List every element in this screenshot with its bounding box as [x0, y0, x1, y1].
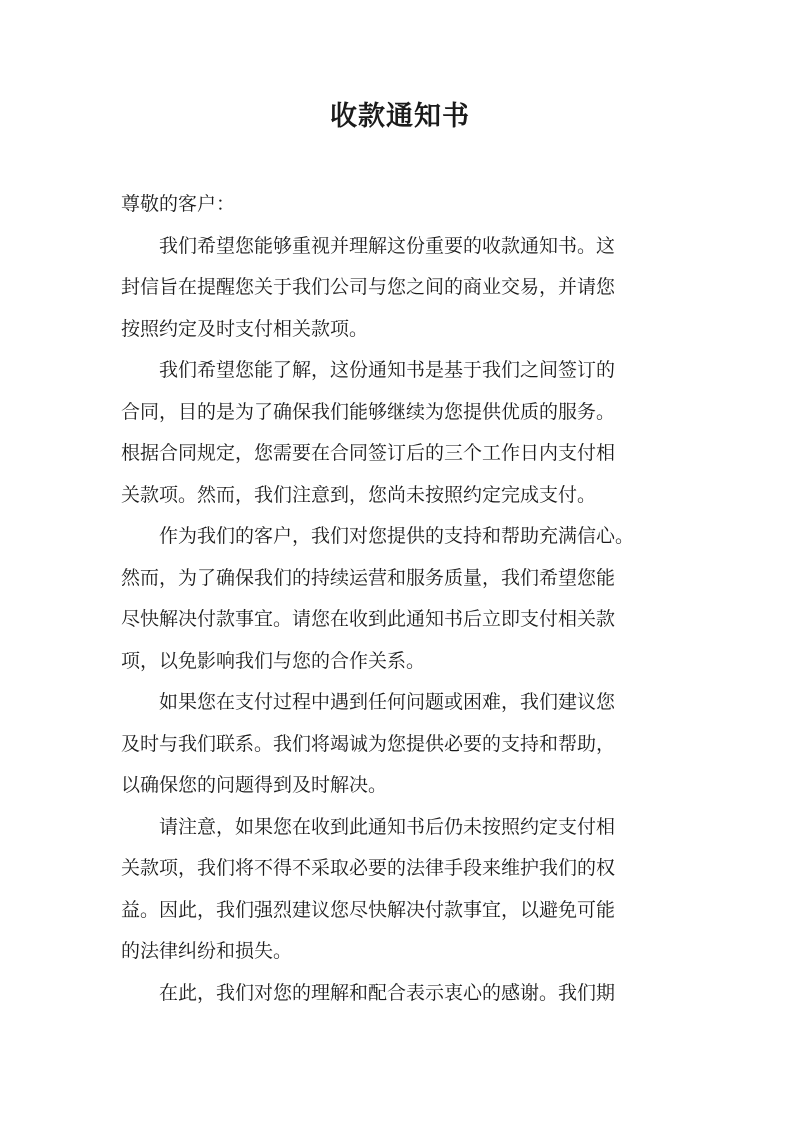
paragraph-line: 我们希望您能够重视并理解这份重要的收款通知书。这: [159, 234, 616, 257]
greeting: 尊敬的客户：: [121, 193, 236, 215]
paragraph-line: 关款项，我们将不得不采取必要的法律手段来维护我们的权: [121, 857, 616, 879]
paragraph-line: 益。因此，我们强烈建议您尽快解决付款事宜，以避免可能: [121, 898, 616, 921]
paragraph-2: [121, 350, 681, 516]
paragraph-line: 及时与我们联系。我们将竭诚为您提供必要的支持和帮助，: [121, 732, 616, 755]
paragraph-line: 根据合同规定，您需要在合同签订后的三个工作日内支付相: [121, 442, 616, 464]
paragraph-line: 我们希望您能了解，这份通知书是基于我们之间签订的: [159, 359, 616, 381]
paragraph-6: [121, 973, 681, 1015]
paragraph-line: 关款项。然而，我们注意到，您尚未按照约定完成支付。: [121, 483, 597, 506]
paragraph-5: [121, 807, 681, 973]
paragraph-line: 的法律纠纷和损失。: [121, 940, 293, 962]
paragraph-line: 以确保您的问题得到及时解决。: [121, 774, 388, 796]
paragraph-line: 如果您在支付过程中遇到任何问题或困难，我们建议您: [159, 691, 616, 713]
paragraph-line: 按照约定及时支付相关款项。: [121, 317, 369, 340]
document-body: [121, 184, 681, 1014]
paragraph-3: [121, 516, 681, 682]
paragraph-4: [121, 682, 681, 807]
paragraph-line: 项，以免影响我们与您的合作关系。: [121, 649, 426, 672]
paragraph-line: 合同，目的是为了确保我们能够继续为您提供优质的服务。: [121, 400, 616, 423]
paragraph-line: 在此，我们对您的理解和配合表示衷心的感谢。我们期: [159, 981, 616, 1004]
paragraph-line: 尽快解决付款事宜。请您在收到此通知书后立即支付相关款: [121, 608, 616, 630]
paragraph-1: [121, 226, 681, 351]
paragraph-line: 封信旨在提醒您关于我们公司与您之间的商业交易，并请您: [121, 276, 616, 298]
paragraph-line: 然而，为了确保我们的持续运营和服务质量，我们希望您能: [121, 566, 616, 589]
document-title: 收款通知书: [330, 101, 470, 132]
paragraph-line: 请注意，如果您在收到此通知书后仍未按照约定支付相: [159, 815, 616, 838]
paragraph-line: 作为我们的客户，我们对您提供的支持和帮助充满信心。: [159, 525, 635, 547]
